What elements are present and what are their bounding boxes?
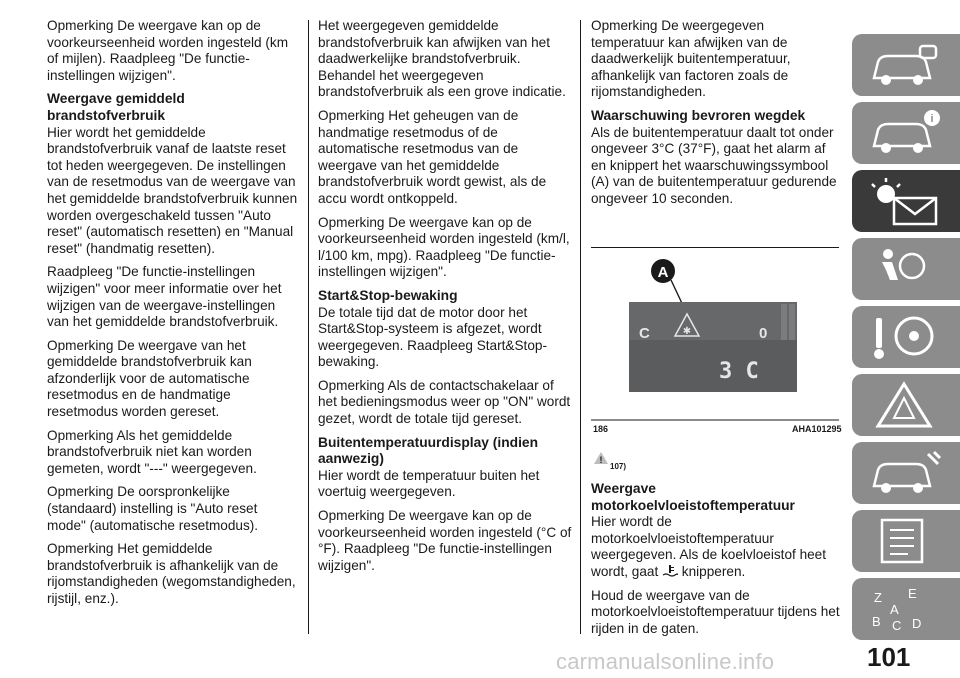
text-column-1 (47, 18, 299, 615)
tab-starting-driving[interactable] (852, 306, 960, 368)
car-wrench-icon (868, 448, 944, 498)
svg-text:i: i (930, 113, 934, 125)
heading-coolant-temp: Weergave motorkoelvloeistoftemperatuur (591, 481, 795, 513)
text-column-2 (318, 18, 574, 581)
svg-text:D: D (912, 616, 922, 631)
paragraph-outside-temp: Hier wordt de temperatuur buiten het voertuig weergegeven. (318, 467, 540, 500)
note-fuel-unit: Opmerking De weergave kan op de voorkeurseenheid worden ingesteld (km/l, l/100 km, mpg). Raadpleeg "De functie-instellingen wijzigen". (318, 214, 570, 280)
note-memory-cleared: Opmerking Het geheugen van de handmatige resetmodus of de automatische resetmodus van de weergave van het gemiddelde brandstofverbruik wordt gewist, als de accu wordt ontkoppeld. (318, 107, 547, 206)
svg-text:A: A (657, 264, 669, 281)
note-reset-separately: Opmerking De weergave van het gemiddelde brandstofverbruik kan afzonderlijk voor de automatische resetmodus en de handmatige resetmodus worden gereset. (47, 337, 252, 420)
paragraph-avg-fuel: Hier wordt het gemiddelde brandstofverbruik vanaf de laatste reset tot heden weergegeven. De instellingen van de resetmodus van de weergave van het gemiddelde brandstofverbruik kunnen worden overgeschakeld tussen "Auto reset" (automatisch resetten) en "Manual reset" (handmatig resetten). (47, 124, 298, 256)
display-right-digit: 0 (759, 325, 768, 342)
note-driving-conditions: Opmerking Het gemiddelde brandstofverbruik is afhankelijk van de rijomstandigheden (wegomstandigheden, rijstijl, enz.). (47, 541, 296, 606)
text-column-3-bottom (591, 481, 841, 644)
airbag-icon (868, 244, 944, 294)
tab-dashboard[interactable] (852, 102, 960, 164)
tab-safety[interactable] (852, 238, 960, 300)
display-left-letter: C (639, 325, 650, 342)
watermark-text: carmanualsonline.info (556, 649, 775, 674)
alphabet-index-icon (868, 584, 944, 634)
paragraph-coolant-monitor: Houd de weergave van de motorkoelvloeistoftemperatuur tijdens het rijden in de gaten. (591, 587, 840, 636)
warning-light-message-icon (868, 176, 944, 226)
note-temp-unit: Opmerking De weergave kan op de voorkeurseenheid worden ingesteld (°C of °F). Raadpleeg "De functie-instellingen wijzigen". (318, 508, 572, 573)
callout-label-a (651, 259, 675, 283)
note-total-time-reset: Opmerking Als de contactschakelaar of het bedieningsmodus weer op "ON" wordt gezet, wordt de totale tijd gereset. (318, 377, 571, 427)
display-temperature: 3 C (719, 359, 759, 384)
paragraph-indication: Het weergegeven gemiddelde brandstofverbruik kan afwijken van het daadwerkelijke brandstofverbruik. Behandel het weergegeven brandstofverbruik als een grove indicatie. (318, 18, 566, 100)
warning-triangle-icon (593, 451, 609, 465)
paragraph-coolant-temp: Hier wordt de motorkoelvloeistoftemperatuur weergegeven. Als de koelvloeistof heet wordt, gaat knipperen. (591, 514, 827, 579)
checklist-icon (868, 516, 944, 566)
tab-index[interactable] (852, 578, 960, 640)
svg-text:Z: Z (874, 590, 882, 605)
emergency-triangle-icon (868, 380, 944, 430)
svg-text:A: A (890, 602, 899, 617)
paragraph-start-stop: De totale tijd dat de motor door het Start&Stop-systeem is afgezet, wordt weergegeven. Raadpleeg Start&Stop-bewaking. (318, 304, 547, 370)
heading-icy-road: Waarschuwing bevroren wegdek (591, 107, 806, 123)
text-column-3 (591, 18, 841, 215)
note-distance-unit: Opmerking De weergave kan op de voorkeurseenheid worden ingesteld (km of mijlen). Raadpleeg "De functie-instellingen wijzigen". (47, 18, 289, 83)
note-temp-deviation: Opmerking De weergegeven temperatuur kan afwijken van de daadwerkelijk buitentemperatuur, afhankelijk van factoren zoals de rijomstandigheden. (591, 18, 791, 100)
figure-number: 186 (593, 424, 609, 434)
svg-text:C: C (892, 618, 902, 633)
note-default-setting: Opmerking De oorspronkelijke (standaard) instelling is "Auto reset mode" (automatische resetmodus). (47, 484, 259, 533)
tab-warning-lights[interactable] (852, 170, 960, 232)
paragraph-icy-road: Als de buitentemperatuur daalt tot onder ongeveer 3°C (37°F), gaat het alarm af en knippert het waarschuwingssymbool (A) van de buitentemperatuur gedurende ongeveer 10 seconden. (591, 124, 837, 206)
tab-technical-data[interactable] (852, 510, 960, 572)
tab-maintenance[interactable] (852, 442, 960, 504)
figure-code: AHA101295 (792, 424, 842, 434)
tab-vehicle-knowledge[interactable] (852, 34, 960, 96)
heading-avg-fuel: Weergave gemiddeld brandstofverbruik (47, 91, 185, 123)
figure-top-rule (591, 247, 839, 248)
column-divider-2 (580, 20, 581, 634)
coolant-temperature-icon (662, 565, 678, 577)
svg-text:✱: ✱ (682, 326, 692, 337)
svg-text:B: B (872, 614, 881, 629)
figure-display-illustration (591, 252, 839, 422)
heading-outside-temp: Buitentemperatuurdisplay (indien aanwezig) (318, 434, 539, 467)
heading-start-stop: Start&Stop-bewaking (318, 287, 458, 303)
tab-emergency[interactable] (852, 374, 960, 436)
paragraph-avg-fuel-settings: Raadpleeg "De functie-instellingen wijzigen" voor meer informatie over het wijzigen van de weergave-instellingen van het gemiddelde brandstofverbruik. (47, 264, 282, 330)
car-info-icon (868, 108, 944, 158)
note-reference: 107) (610, 462, 627, 471)
svg-text:!: ! (599, 455, 603, 465)
car-key-icon (868, 40, 944, 90)
column-divider-1 (308, 20, 309, 634)
note-not-measurable: Opmerking Als het gemiddelde brandstofverbruik niet kan worden gemeten, wordt "---" weergegeven. (47, 427, 257, 476)
svg-text:E: E (908, 586, 917, 601)
steering-wheel-icon (868, 312, 944, 362)
page-number: 101 (867, 642, 911, 672)
